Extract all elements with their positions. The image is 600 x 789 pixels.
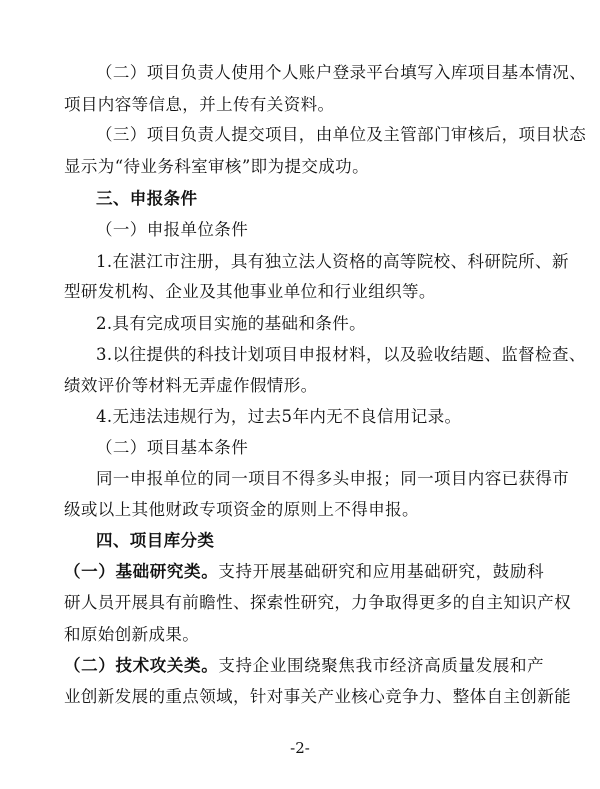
paragraph-line: 级或以上其他财政专项资金的原则上不得申报。 [64,500,419,519]
paragraph-text: 支持企业围绕聚焦我市经济高质量发展和产 [218,656,544,675]
paragraph-line: （三）项目负责人提交项目，由单位及主管部门审核后，项目状态 [96,125,587,144]
paragraph-line: 3.以往提供的科技计划项目申报材料，以及验收结题、监督检查、 [96,345,586,364]
paragraph-line: 项目内容等信息，并上传有关资料。 [64,95,335,114]
section-heading: 四、项目库分类 [96,531,215,550]
section-heading: 三、申报条件 [96,189,198,208]
paragraph-line: 型研发机构、企业及其他事业单位和行业组织等。 [64,282,436,301]
paragraph-line: 同一申报单位的同一项目不得多头申报；同一项目内容已获得市 [96,469,570,488]
paragraph-line: 2.具有完成项目实施的基础和条件。 [96,314,367,333]
paragraph-text: 支持开展基础研究和应用基础研究，鼓励科 [218,562,544,581]
paragraph-line: 和原始创新成果。 [64,625,200,644]
paragraph-line [64,655,544,677]
subsection-heading: （二）项目基本条件 [96,438,249,457]
paragraph-line: 业创新发展的重点领域，针对事关产业核心竞争力、整体自主创新能 [64,687,571,706]
page-number: -2- [290,739,310,757]
paragraph-line: 1.在湛江市注册，具有独立法人资格的高等院校、科研院所、新 [96,252,569,271]
subsection-heading: （一）申报单位条件 [96,220,249,239]
inline-bold-heading: （二）技术攻关类。 [64,656,219,675]
inline-bold-heading: （一）基础研究类。 [64,562,219,581]
paragraph-line: 4.无违法违规行为，过去5年内无不良信用记录。 [96,407,462,426]
paragraph-line: 绩效评价等材料无弄虚作假情形。 [64,376,318,395]
paragraph-line [64,561,544,583]
paragraph-line: 研人员开展具有前瞻性、探索性研究，力争取得更多的自主知识产权 [64,593,571,612]
paragraph-line: （二）项目负责人使用个人账户登录平台填写入库项目基本情况、 [96,63,587,82]
paragraph-line: 显示为“待业务科室审核”即为提交成功。 [64,157,369,176]
